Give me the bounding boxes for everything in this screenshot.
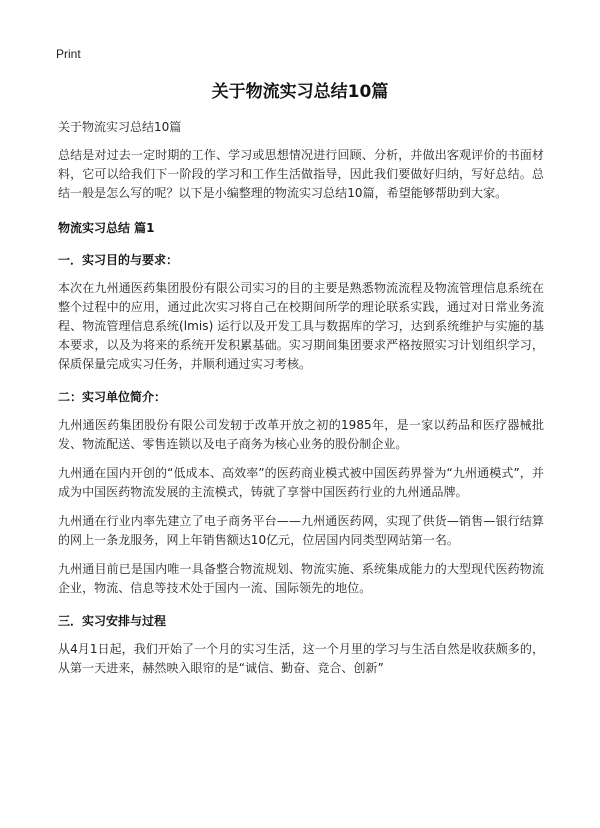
paragraph: 本次在九州通医药集团股份有限公司实习的目的主要是熟悉物流流程及物流管理信息系统在整个过程中的应用，通过此次实习将自己在校期间所学的理论联系实践，通过对日常业务流程、物流管理信息系统(lmis) 运行以及开发工具与数据库的学习，达到系统维护与实施的基本要求，以及为将来的系统开发积累基础。实习期间集团要求严格按照实习计划组织学习，保质保量完成实习任务，并顺利通过实习考核。 — [58, 281, 544, 371]
paragraph: 九州通医药集团股份有限公司发轫于改革开放之初的1985年，是一家以药品和医疗器械批发、物流配送、零售连锁以及电子商务为核心业务的股份制企业。 — [58, 418, 544, 451]
document-body — [58, 118, 544, 688]
paragraph: 九州通目前已是国内唯一具备整合物流规划、物流实施、系统集成能力的大型现代医药物流企业，物流、信息等技术处于国内一流、国际领先的地位。 — [58, 562, 544, 595]
document-subtitle: 关于物流实习总结10篇 — [58, 120, 182, 134]
page-title: 关于物流实习总结10篇 — [211, 82, 389, 102]
paragraph: 九州通在国内开创的“低成本、高效率”的医药商业模式被中国医药界誉为“九州通模式”，并成为中国医药物流发展的主流模式，铸就了享誉中国医药行业的九州通品牌。 — [58, 466, 544, 499]
article-heading: 物流实习总结 篇1 — [58, 221, 155, 235]
intro-paragraph: 总结是对过去一定时期的工作、学习或思想情况进行回顾、分析，并做出客观评价的书面材料，它可以给我们下一阶段的学习和工作生活做指导，因此我们要做好归纳，写好总结。总结一般是怎么写的呢？以下是小编整理的物流实习总结10篇，希望能够帮助到大家。 — [58, 148, 544, 200]
section-heading-company: 二：实习单位简介： — [58, 390, 167, 404]
paragraph: 九州通在行业内率先建立了电子商务平台——九州通医药网，实现了供货—销售—银行结算的网上一条龙服务，网上年销售额达10亿元，位居国内同类型网站第一名。 — [58, 514, 544, 547]
paragraph: 从4月1日起，我们开始了一个月的实习生活，这一个月里的学习与生活自然是收获颇多的，从第一天进来，赫然映入眼帘的是“诚信、勤奋、竞合、创新” — [58, 642, 544, 675]
print-link[interactable]: Print — [56, 47, 81, 61]
section-heading-schedule: 三．实习安排与过程 — [58, 614, 167, 628]
section-heading-purpose: 一．实习目的与要求： — [58, 253, 179, 267]
